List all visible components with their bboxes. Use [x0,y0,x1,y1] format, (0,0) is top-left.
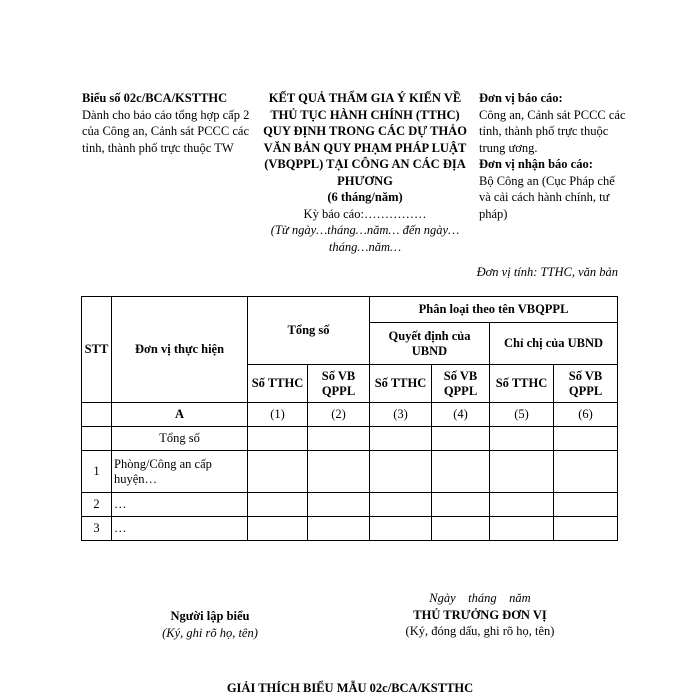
table-cell [308,427,370,451]
period-type: (6 tháng/năm) [327,190,403,204]
reporting-unit-label: Đơn vị báo cáo: [479,91,563,105]
head-title: THỦ TRƯỞNG ĐƠN VỊ [413,607,547,622]
table-cell [432,427,490,451]
form-scope: Dành cho báo cáo tổng hợp cấp 2 của Công an, Cảnh sát PCCC các tỉnh, thành phố trực thuộc TW [82,107,250,155]
table-row [82,517,618,541]
title-line-1: KẾT QUẢ THẨM GIA Ý KIẾN VỀ [268,91,462,105]
row-stt: 2 [82,493,112,517]
form-header-left [82,90,252,156]
header-unit: Đơn vị thực hiện [112,297,248,403]
head-note: (Ký, đóng dấu, ghi rõ họ, tên) [405,624,555,638]
table-cell [432,451,490,493]
header-so-tthc: Số TTHC [248,365,308,403]
explanation-title: GIẢI THÍCH BIỂU MẪU 02c/BCA/KSTTHC [226,681,474,695]
table-row [82,451,618,493]
preparer-title: Người lập biểu [170,609,250,623]
code-cell: (6) [554,403,618,427]
head-signature [380,590,580,640]
header-so-vb: Số VB QPPL [308,365,370,403]
table-cell [490,493,554,517]
table-cell [370,517,432,541]
unit-of-measure: Đơn vị tính: TTHC, văn bản [476,265,618,279]
table-cell [248,451,308,493]
signature-date: Ngày tháng năm [429,591,531,605]
table-cell [490,451,554,493]
table-cell [248,517,308,541]
table-cell [308,451,370,493]
table-cell [370,493,432,517]
table-cell [554,493,618,517]
code-cell: (4) [432,403,490,427]
total-row-label: Tổng số [112,427,248,451]
receiving-unit-value: Bộ Công an (Cục Pháp chế và cải cách hành chính, tư pháp) [479,173,615,221]
row-stt: 1 [82,451,112,493]
header-stt: STT [82,297,112,403]
header-so-vb: Số VB QPPL [432,365,490,403]
table-cell [490,517,554,541]
header-classification: Phân loại theo tên VBQPPL [370,297,618,323]
table-row [82,427,618,451]
title-line-5: (VBQPPL) TẠI CÔNG AN CÁC ĐỊA [264,157,466,171]
title-line-2: THỦ TỤC HÀNH CHÍNH (TTHC) [270,107,460,122]
receiving-unit-label: Đơn vị nhận báo cáo: [479,157,593,171]
form-header-right [479,90,627,222]
title-line-3: QUY ĐỊNH TRONG CÁC DỰ THẢO [263,124,467,138]
code-cell: (2) [308,403,370,427]
title-line-4: VĂN BẢN QUY PHẠM PHÁP LUẬT [263,140,467,155]
row-name: … [112,493,248,517]
table-cell [432,517,490,541]
header-total: Tổng số [248,297,370,365]
table-cell [432,493,490,517]
header-group-decision: Quyết định của UBND [370,323,490,365]
table-cell [248,427,308,451]
preparer-note: (Ký, ghi rõ họ, tên) [162,625,258,640]
table-cell [554,451,618,493]
row-name: Phòng/Công an cấp huyện… [112,451,248,493]
preparer-signature [140,608,280,641]
report-table [81,296,618,541]
table-cell [370,451,432,493]
table-cell [554,427,618,451]
period-label: Kỳ báo cáo:…………… [303,206,427,221]
report-title-block [253,90,477,255]
table-cell [248,493,308,517]
code-cell: (5) [490,403,554,427]
form-code: Biểu số 02c/BCA/KSTTHC [82,91,228,105]
header-so-tthc: Số TTHC [370,365,432,403]
header-group-directive: Chỉ chị của UBND [490,323,618,365]
code-cell [82,403,112,427]
table-cell [308,493,370,517]
table-cell [370,427,432,451]
row-name: … [112,517,248,541]
code-cell: (3) [370,403,432,427]
table-row [82,493,618,517]
code-cell: A [112,403,248,427]
table-cell [490,427,554,451]
reporting-unit-value: Công an, Cảnh sát PCCC các tỉnh, thành phố trực thuộc trung ương. [479,107,626,155]
table-cell [82,427,112,451]
table-cell [554,517,618,541]
code-cell: (1) [248,403,308,427]
period-range: (Từ ngày…tháng…năm… đến ngày… tháng…năm… [270,223,460,254]
header-so-tthc: Số TTHC [490,365,554,403]
header-so-vb: Số VB QPPL [554,365,618,403]
table-cell [308,517,370,541]
title-line-6: PHƯƠNG [337,173,393,188]
row-stt: 3 [82,517,112,541]
